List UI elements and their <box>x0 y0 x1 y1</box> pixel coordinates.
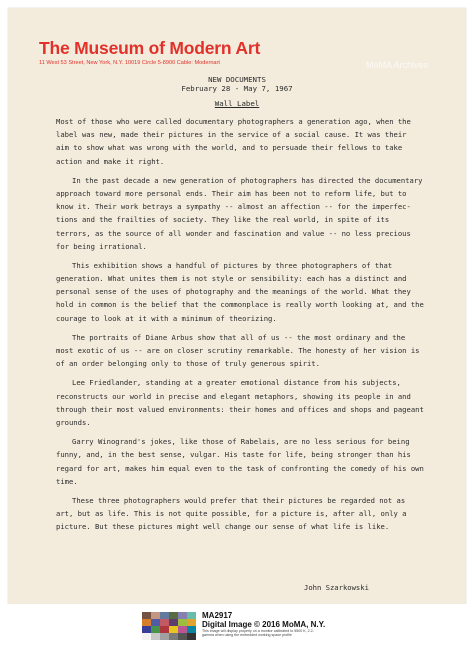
text-line: hold in common is the belief that the commonplace is really worth looking at, and the <box>56 300 424 310</box>
color-swatch <box>169 612 178 619</box>
paragraph <box>56 331 428 371</box>
text-line: These three photographers would prefer that their pictures be regarded not as <box>72 495 406 505</box>
text-line: aim to show what was wrong with the world, and to persuade their fellows to take <box>56 143 403 153</box>
text-line: time. <box>56 476 78 486</box>
body-text <box>56 115 428 533</box>
color-swatch <box>169 633 178 640</box>
color-swatch <box>169 626 178 633</box>
paragraph <box>56 174 428 253</box>
text-line: courage to look at it with a minimum of theorizing. <box>56 313 277 323</box>
color-swatch <box>187 626 196 633</box>
text-line: generation. What unites them is not style or sensibility: each has a distinct and <box>56 274 407 284</box>
text-line: Most of those who were called documentary photographers a generation ago, when the <box>56 117 411 126</box>
color-swatch <box>142 633 151 640</box>
color-swatch <box>187 619 196 626</box>
document-subtitle: Wall Label <box>214 99 260 108</box>
text-line: personal sense of the uses of photography and the meanings of the world. What they <box>56 287 411 297</box>
color-swatch <box>187 612 196 619</box>
text-line: This exhibition shows a handful of pictures by three photographers of that <box>72 260 393 270</box>
text-line: reconstructs our world in precise and elegant metaphors, showing its people in and <box>56 391 411 401</box>
color-swatch <box>151 626 160 633</box>
color-swatch <box>178 619 187 626</box>
paragraph <box>56 259 428 325</box>
color-swatch <box>178 626 187 633</box>
archive-id: MA2917 <box>202 611 233 620</box>
text-line: action and make it right. <box>56 156 165 166</box>
document-heading: NEW DOCUMENTS <box>208 75 266 84</box>
calibration-note: gamma when using the embedded working space profile <box>202 633 292 638</box>
text-line: The portraits of Diane Arbus show that all of us -- the most ordinary and the <box>72 332 406 342</box>
color-swatch <box>142 619 151 626</box>
document-page <box>8 8 466 604</box>
paragraph <box>56 435 428 488</box>
text-line: funny, and, in the best sense, vulgar. His taste for life, being stronger than his <box>56 450 411 460</box>
text-line: regard for art, makes him equal even to the task of confronting the comedy of his own <box>56 463 424 473</box>
color-swatch <box>160 612 169 619</box>
text-line: for being irrational. <box>56 241 147 251</box>
text-line: art, but as life. This is not quite possible, for a picture is, after all, only a <box>56 509 407 519</box>
calibration-note: This image will display properly on a monitor calibrated to 5500 K, 2.2- <box>202 629 314 633</box>
text-line: most exotic of us -- are on closer scrutiny remarkable. The honesty of her vision is <box>56 346 420 355</box>
text-line: terrors, as the source of all wonder and fascination and value -- no less precious <box>56 228 411 238</box>
color-swatch <box>142 626 151 633</box>
text-line: tions and the frailties of society. They like the real world, in spite of its <box>56 215 390 225</box>
archive-watermark: MoMA Archives <box>366 60 429 70</box>
text-line: In the past decade a new generation of photographers has directed the documentary <box>72 175 423 185</box>
color-swatch <box>151 633 160 640</box>
paragraph <box>56 376 428 429</box>
color-swatch <box>160 619 169 626</box>
paragraph <box>56 494 428 534</box>
color-swatch <box>160 633 169 640</box>
copyright-line: Digital Image © 2016 MoMA, N.Y. <box>202 620 326 629</box>
color-checker-chart <box>142 612 196 640</box>
color-swatch <box>178 633 187 640</box>
text-line: label was new, made their pictures in the service of a social cause. It was their <box>56 130 407 140</box>
text-line: Garry Winogrand's jokes, like those of Rabelais, are no less serious for being <box>72 437 410 447</box>
text-line: grounds. <box>56 417 91 427</box>
letterhead-title: The Museum of Modern Art <box>39 38 261 58</box>
text-line: through their most valued environments: their homes and offices and shops and pageant <box>56 404 424 414</box>
letterhead-address: 11 West 53 Street, New York, N.Y. 10019 Circle 5-8900 Cable: Modernart <box>39 60 220 66</box>
color-swatch <box>187 633 196 640</box>
text-line: picture. But these pictures might well change our sense of what life is like. <box>56 522 390 532</box>
paragraph <box>56 115 428 168</box>
exhibition-dates: February 28 - May 7, 1967 <box>181 84 293 93</box>
footer-caption <box>202 611 325 638</box>
color-swatch <box>160 626 169 633</box>
color-swatch <box>151 612 160 619</box>
text-line: Lee Friedlander, standing at a greater emotional distance from his subjects, <box>72 378 401 388</box>
text-line: approach toward more personal ends. Their aim has been not to reform life, but to <box>56 188 407 198</box>
text-line: of an order belonging only to those of truly generous spirit. <box>56 359 320 369</box>
signature: John Szarkowski <box>304 583 369 592</box>
color-swatch <box>169 619 178 626</box>
text-line: know it. Their work betrays a sympathy -- almost an affection -- for the imperfec- <box>56 202 411 212</box>
color-swatch <box>142 612 151 619</box>
color-swatch <box>151 619 160 626</box>
color-swatch <box>178 612 187 619</box>
